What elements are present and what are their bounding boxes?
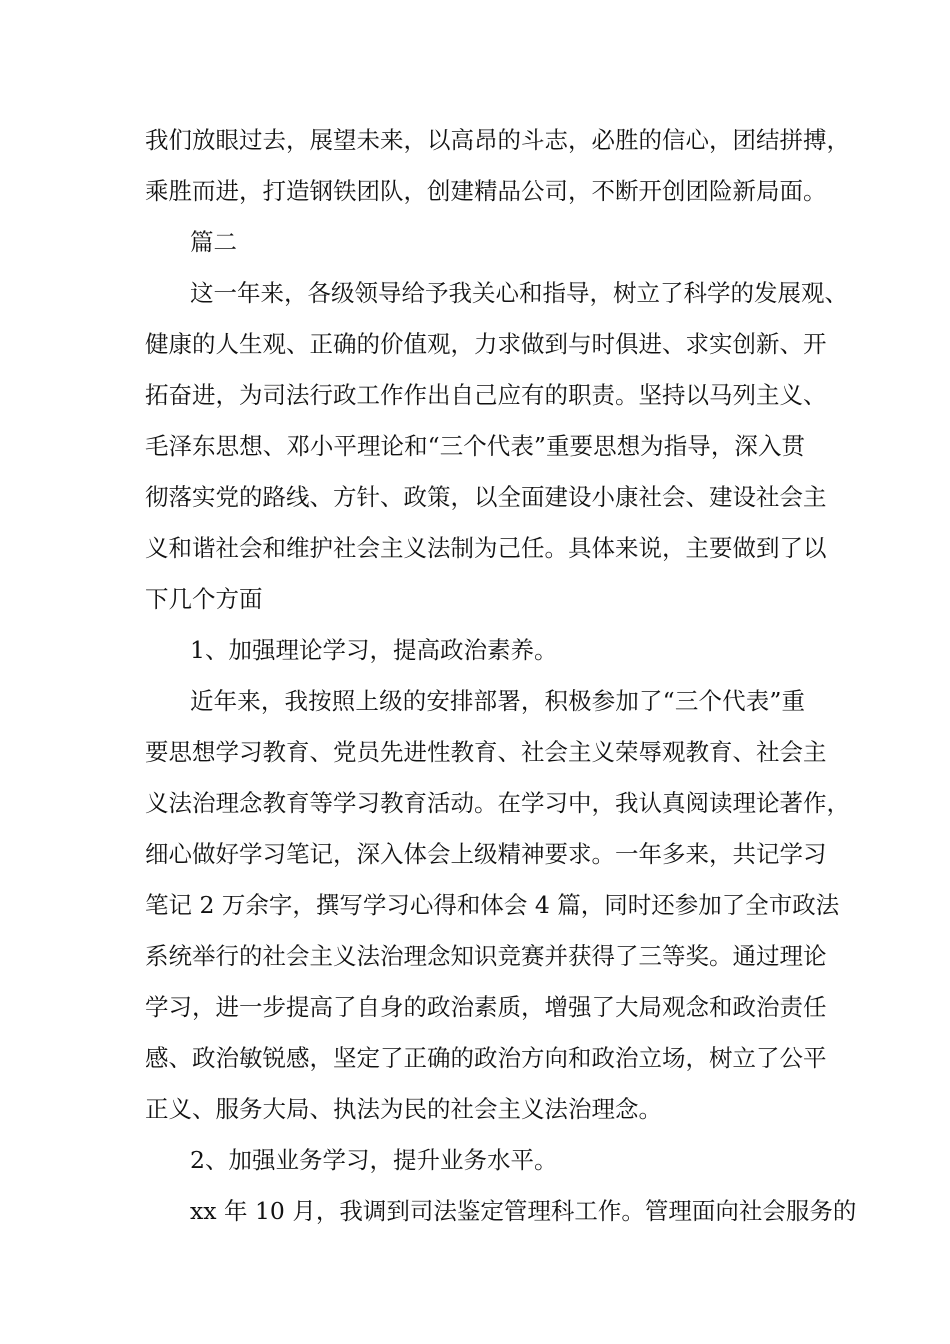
section-heading: 1、加强理论学习，提高政治素养。	[190, 636, 558, 664]
paragraph-line: 毛泽东思想、邓小平理论和“三个代表”重要思想为指导，深入贯	[145, 432, 805, 460]
paragraph-line: 乘胜而进，打造钢铁团队，创建精品公司，不断开创团险新局面。	[145, 177, 827, 205]
paragraph-line: 我们放眼过去，展望未来，以高昂的斗志，必胜的信心，团结拼搏，	[145, 126, 850, 154]
paragraph-line: xx 年 10 月，我调到司法鉴定管理科工作。管理面向社会服务的	[190, 1197, 857, 1225]
section-heading: 篇二	[190, 228, 237, 256]
paragraph-line: 拓奋进，为司法行政工作作出自己应有的职责。坚持以马列主义、	[145, 381, 827, 409]
paragraph-line: 细心做好学习笔记，深入体会上级精神要求。一年多来，共记学习	[145, 840, 827, 868]
paragraph-line: 健康的人生观、正确的价值观，力求做到与时俱进、求实创新、开	[145, 330, 827, 358]
paragraph-line: 义和谐社会和维护社会主义法制为己任。具体来说，主要做到了以	[145, 534, 827, 562]
section-heading: 2、加强业务学习，提升业务水平。	[190, 1146, 558, 1174]
paragraph-line: 要思想学习教育、党员先进性教育、社会主义荣辱观教育、社会主	[145, 738, 827, 766]
paragraph-line: 彻落实党的路线、方针、政策，以全面建设小康社会、建设社会主	[145, 483, 827, 511]
paragraph-line: 笔记 2 万余字，撰写学习心得和体会 4 篇，同时还参加了全市政法	[145, 891, 840, 919]
paragraph-line: 下几个方面	[145, 585, 263, 613]
paragraph-line: 义法治理念教育等学习教育活动。在学习中，我认真阅读理论著作，	[145, 789, 850, 817]
paragraph-line: 这一年来，各级领导给予我关心和指导，树立了科学的发展观、	[190, 279, 848, 307]
paragraph-line: 感、政治敏锐感，坚定了正确的政治方向和政治立场，树立了公平	[145, 1044, 827, 1072]
paragraph-line: 学习，进一步提高了自身的政治素质，增强了大局观念和政治责任	[145, 993, 827, 1021]
paragraph-line: 近年来，我按照上级的安排部署，积极参加了“三个代表”重	[190, 687, 805, 715]
paragraph-line: 正义、服务大局、执法为民的社会主义法治理念。	[145, 1095, 662, 1123]
paragraph-line: 系统举行的社会主义法治理念知识竞赛并获得了三等奖。通过理论	[145, 942, 827, 970]
